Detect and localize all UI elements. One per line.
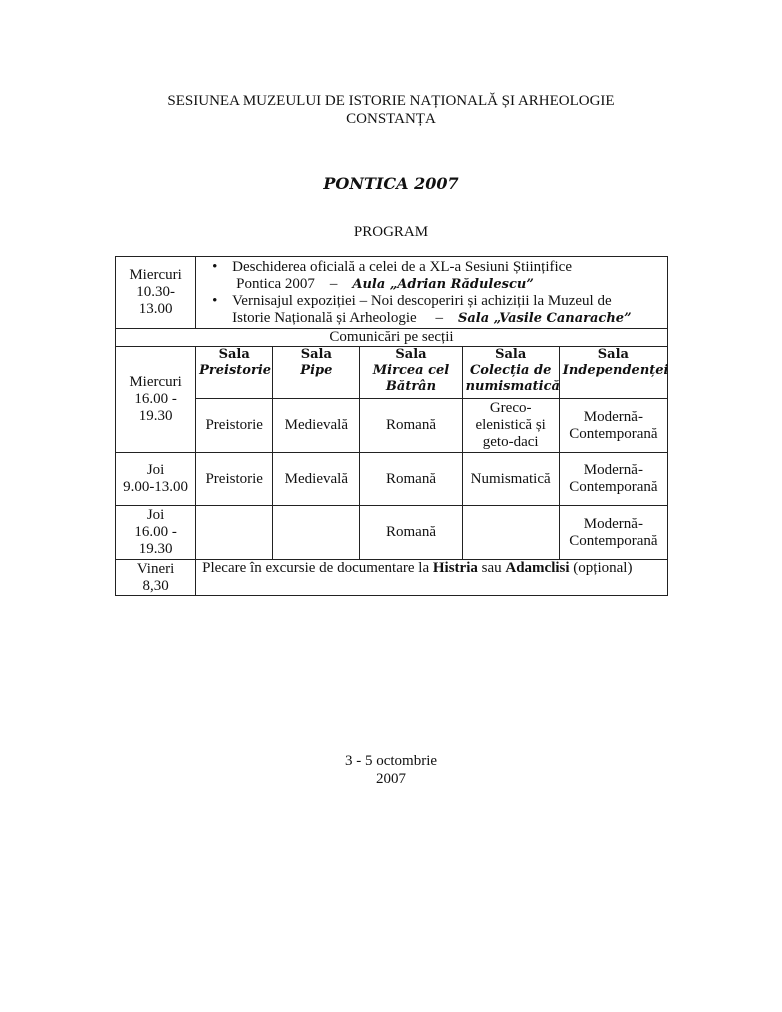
- header-title-line2: CONSTANȚA: [346, 111, 436, 127]
- opening-place: Aula „Adrian Rădulescu”: [352, 276, 534, 292]
- table-cell: Preistorie: [196, 399, 273, 453]
- table-cell: Greco- elenistică și geto-daci: [462, 399, 559, 453]
- hall-name: Pipe: [300, 363, 333, 378]
- footer-year: 2007: [376, 771, 406, 787]
- time-cell-wednesday: Miercuri 16.00 - 19.30: [116, 347, 196, 453]
- exhibition-text: Vernisajul expoziției – Noi descoperiri și achiziții la Muzeul de: [232, 292, 612, 309]
- header-title-line1: SESIUNEA MUZEULUI DE ISTORIE NAȚIONALĂ ȘI ARHEOLOGIE: [167, 93, 615, 109]
- table-row-sections-header: [116, 329, 668, 347]
- hall-header-mircea: [360, 347, 462, 399]
- table-row-opening: [116, 257, 668, 329]
- table-row-thursday-morning: [116, 453, 668, 506]
- exhibition-dash: –: [435, 309, 443, 326]
- hall-label: Sala: [395, 347, 427, 362]
- hall-header-numismatica: [462, 347, 559, 399]
- exhibition-place: Sala „Vasile Canarache”: [457, 310, 632, 326]
- table-row-wednesday: [116, 399, 668, 453]
- program-heading: PROGRAM: [353, 224, 429, 240]
- table-cell: Romană: [360, 399, 462, 453]
- hall-label: Sala: [495, 347, 527, 362]
- excursion-text-mid: sau: [477, 560, 506, 576]
- event-title: PONTICA 2007: [323, 174, 459, 193]
- list-item-exhibition: [204, 293, 663, 327]
- hall-header-pipe: [273, 347, 360, 399]
- hall-header-independentei: [559, 347, 667, 399]
- hall-label: Sala: [597, 347, 629, 362]
- excursion-cell: [196, 560, 668, 596]
- excursion-place-adamclisi: Adamclisi: [505, 560, 570, 576]
- table-cell: Modernă- Contemporană: [559, 506, 667, 560]
- time-cell-thursday-afternoon: Joi 16.00 - 19.30: [116, 506, 196, 560]
- opening-dash: –: [329, 275, 338, 292]
- bullet-icon: •: [212, 292, 218, 309]
- excursion-place-histria: Histria: [432, 560, 478, 576]
- sections-header: Comunicări pe secții: [116, 329, 668, 347]
- hall-header-preistorie: [196, 347, 273, 399]
- table-cell: Medievală: [273, 453, 360, 506]
- time-cell-friday: Vineri 8,30: [116, 560, 196, 596]
- program-table: [115, 256, 668, 596]
- footer-dates: 3 - 5 octombrie: [344, 753, 438, 769]
- hall-label: Sala: [300, 347, 332, 362]
- table-row-halls: [116, 347, 668, 399]
- time-cell-thursday-morning: Joi 9.00-13.00: [116, 453, 196, 506]
- opening-text-line2: Pontica 2007: [236, 275, 315, 292]
- opening-events-cell: [196, 257, 668, 329]
- hall-name: Colecția de numismatică: [465, 363, 560, 394]
- table-cell: [462, 506, 559, 560]
- hall-name: Mircea cel Bătrân: [372, 363, 450, 394]
- time-cell-opening: Miercuri 10.30- 13.00: [116, 257, 196, 329]
- table-cell: Modernă- Contemporană: [559, 453, 667, 506]
- table-row-friday: [116, 560, 668, 596]
- table-cell: [273, 506, 360, 560]
- hall-name: Preistorie: [199, 363, 272, 378]
- table-cell: Numismatică: [462, 453, 559, 506]
- table-row-thursday-afternoon: [116, 506, 668, 560]
- table-cell: Romană: [360, 453, 462, 506]
- excursion-text: Plecare în excursie de documentare la: [202, 560, 433, 576]
- exhibition-text-line2: Istorie Națională și Arheologie: [232, 309, 417, 326]
- bullet-icon: •: [212, 258, 218, 275]
- table-cell: [196, 506, 273, 560]
- table-cell: Modernă- Contemporană: [559, 399, 667, 453]
- hall-label: Sala: [218, 347, 250, 362]
- table-cell: Preistorie: [196, 453, 273, 506]
- excursion-text-end: (opțional): [569, 560, 633, 576]
- table-cell: Romană: [360, 506, 462, 560]
- table-cell: Medievală: [273, 399, 360, 453]
- opening-text: Deschiderea oficială a celei de a XL-a Sesiuni Științifice: [232, 258, 572, 275]
- list-item-opening: [204, 259, 663, 293]
- hall-name: Independenței: [562, 363, 669, 378]
